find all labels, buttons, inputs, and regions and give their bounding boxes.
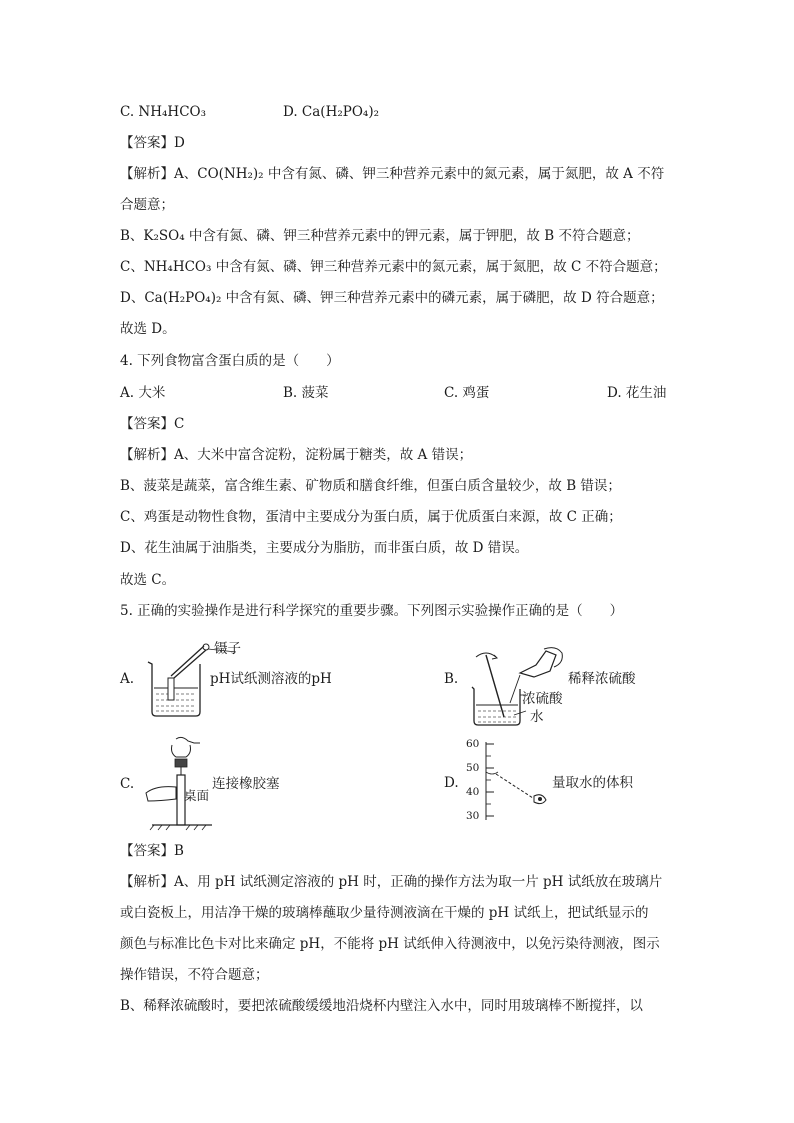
analysis-line: D、Ca(H₂PO₄)₂ 中含有氮、磷、钾三种营养元素中的磷元素，属于磷肥，故 D 符合题意； [120,290,664,306]
option-c: C. 鸡蛋 [444,385,490,401]
analysis-line: 操作错误，不符合题意； [120,967,269,983]
question-4-stem: 4. 下列食物富含蛋白质的是（ ） [120,353,340,369]
figure-a-letter: A. [120,671,135,687]
label-water: 水 [530,709,544,725]
label-connect-stopper: 连接橡胶塞 [212,776,280,792]
stopper-illustration [142,735,222,830]
label-dilute-acid: 稀释浓硫酸 [568,671,636,687]
analysis-line: 故选 D。 [120,321,176,337]
label-measure-water: 量取水的体积 [552,775,633,791]
analysis-line: B、稀释浓硫酸时，要把浓硫酸缓缓地沿烧杯内壁注入水中，同时用玻璃棒不断搅拌，以 [120,998,643,1014]
label-table: 桌面 [184,788,210,803]
analysis-line: C、NH₄HCO₃ 中含有氮、磷、钾三种营养元素中的氮元素，属于氮肥，故 C 不符合题意； [120,259,667,275]
label-ph-test: pH试纸测溶液的pH [210,671,332,687]
analysis-line: 或白瓷板上，用洁净干燥的玻璃棒蘸取少量待测液滴在干燥的 pH 试纸上，把试纸显示的 [120,905,649,921]
analysis-line: 合题意； [120,197,174,213]
analysis-line: 【解析】A、用 pH 试纸测定溶液的 pH 时，正确的操作方法为取一片 pH 试纸放在玻璃片 [120,874,663,890]
analysis-line: 颜色与标准比色卡对比来确定 pH，不能将 pH 试纸伸入待测液中，以免污染待测液，图示 [120,936,660,952]
label-tweezers: 镊子 [214,641,241,657]
tick-label: 40 [466,786,480,798]
analysis-line: C、鸡蛋是动物性食物，蛋清中主要成分为蛋白质，属于优质蛋白来源，故 C 正确； [120,509,622,525]
analysis-line: 【解析】A、大米中富含淀粉，淀粉属于糖类，故 A 错误； [120,447,473,463]
analysis-line: D、花生油属于油脂类，主要成分为脂肪，而非蛋白质，故 D 错误。 [120,540,529,556]
figure-d-letter: D. [444,775,459,791]
beaker-tweezers-illustration [146,640,216,720]
option-d: D. 花生油 [607,385,667,401]
option-b: B. 菠菜 [283,385,329,401]
figure-b-letter: B. [444,671,459,687]
figure-c [120,735,380,830]
label-concentrated-acid: 浓硫酸 [522,691,563,707]
answer-q5: 【答案】B [120,843,184,859]
tick-label: 50 [466,762,480,774]
option-d: D. Ca(H₂PO₄)₂ [283,104,379,120]
question-5-stem: 5. 正确的实验操作是进行科学探究的重要步骤。下列图示实验操作正确的是（ ） [120,603,624,619]
analysis-line: B、K₂SO₄ 中含有氮、磷、钾三种营养元素中的钾元素，属于钾肥，故 B 不符合题意； [120,228,640,244]
analysis-line: B、菠菜是蔬菜，富含维生素、矿物质和膳食纤维，但蛋白质含量较少，故 B 错误； [120,478,621,494]
answer-q3: 【答案】D [120,135,185,151]
tick-label: 60 [466,738,480,750]
analysis-line: 【解析】A、CO(NH₂)₂ 中含有氮、磷、钾三种营养元素中的氮元素，属于氮肥，故 A 不符 [120,166,665,182]
figure-a [120,640,380,730]
answer-q4: 【答案】C [120,416,185,432]
tick-label: 30 [466,810,480,822]
figure-b [444,645,664,730]
option-c: C. NH₄HCO₃ [120,104,207,120]
figure-c-letter: C. [120,776,135,792]
dilute-acid-illustration [464,645,574,730]
option-a: A. 大米 [120,385,166,401]
figure-d [444,738,664,823]
analysis-line: 故选 C。 [120,572,176,588]
